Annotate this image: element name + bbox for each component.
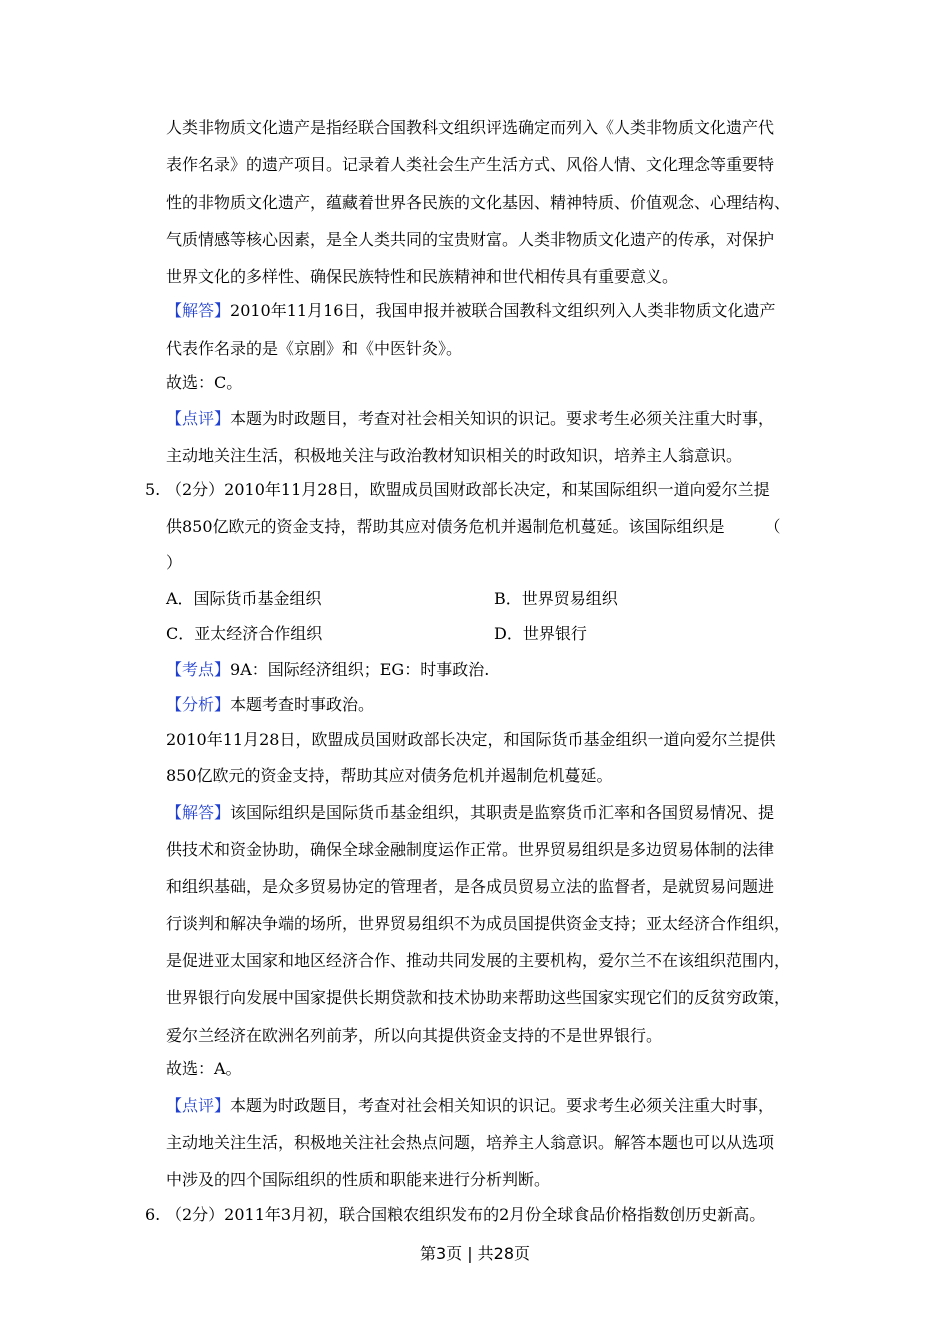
section-label: 【解答】 <box>166 301 231 320</box>
text-line <box>166 517 781 537</box>
line-text: 主动地关注生活，积极地关注社会热点问题，培养主人翁意识。解答本题也可以从选项 <box>166 1133 775 1152</box>
line-text: 代表作名录的是《京剧》和《中医针灸》。 <box>166 339 463 358</box>
line-text: 850亿欧元的资金支持，帮助其应对债务危机并遏制危机蔓延。 <box>166 766 613 785</box>
text-line <box>166 988 790 1008</box>
line-text: （2分）2011年3月初，联合国粮农组织发布的2月份全球食品价格指数创历史新高。 <box>166 1205 766 1224</box>
section-label: 【点评】 <box>166 1096 231 1115</box>
text-line <box>166 339 462 359</box>
text-line <box>166 301 775 321</box>
line-text: 表作名录》的遗产项目。记录着人类社会生产生活方式、风俗人情、文化理念等重要特 <box>166 155 775 174</box>
section-label: 【考点】 <box>166 660 231 679</box>
line-text: 行谈判和解决争端的场所，世界贸易组织不为成员国提供资金支持；亚太经济合作组织， <box>166 914 791 933</box>
line-text: 气质情感等核心因素，是全人类共同的宝贵财富。人类非物质文化遗产的传承，对保护 <box>166 230 775 249</box>
text-line <box>166 914 790 934</box>
line-text: 9A：国际经济组织；EG：时事政治. <box>230 660 490 679</box>
section-label: 【解答】 <box>166 803 231 822</box>
answer-option: A．国际货币基金组织 <box>166 589 322 608</box>
line-text: （2分）2010年11月28日，欧盟成员国财政部长决定，和某国际组织一道向爱尔兰提 <box>166 480 770 499</box>
text-line <box>166 1096 774 1116</box>
line-text: 爱尔兰经济在欧洲名列前茅，所以向其提供资金支持的不是世界银行。 <box>166 1026 663 1045</box>
text-line <box>166 446 742 466</box>
text-line <box>166 1170 550 1190</box>
line-text: 2010年11月16日，我国申报并被联合国教科文组织列入人类非物质文化遗产 <box>230 301 776 320</box>
line-text: 故选：A。 <box>166 1059 242 1078</box>
question-number: 6. <box>145 1205 161 1224</box>
line-text: 故选：C。 <box>166 373 243 392</box>
line-text: 供850亿欧元的资金支持，帮助其应对债务危机并遏制危机蔓延。该国际组织是 （ <box>166 517 781 536</box>
text-line <box>166 730 775 750</box>
line-text: 性的非物质文化遗产，蕴藏着世界各民族的文化基因、精神特质、价值观念、心理结构、 <box>166 193 791 212</box>
text-line <box>166 1205 765 1225</box>
answer-option: C．亚太经济合作组织 <box>166 624 323 643</box>
line-text: 本题考查时事政治。 <box>230 695 375 714</box>
text-line <box>166 409 774 429</box>
text-line <box>166 695 374 715</box>
text-line <box>166 877 774 897</box>
text-line <box>166 766 613 786</box>
line-text: 世界文化的多样性、确保民族特性和民族精神和世代相传具有重要意义。 <box>166 267 679 286</box>
text-line <box>166 840 774 860</box>
page-footer: 第3页 | 共28页 <box>419 1244 531 1263</box>
answer-option: B．世界贸易组织 <box>494 589 618 608</box>
line-text: 人类非物质文化遗产是指经联合国教科文组织评选确定而列入《人类非物质文化遗产代 <box>166 118 775 137</box>
line-text: 本题为时政题目，考查对社会相关知识的识记。要求考生必须关注重大时事， <box>230 409 775 428</box>
text-line <box>166 267 678 287</box>
line-text: 中涉及的四个国际组织的性质和职能来进行分析判断。 <box>166 1170 551 1189</box>
text-line <box>166 951 790 971</box>
text-line <box>166 480 770 500</box>
line-text: 和组织基础，是众多贸易协定的管理者，是各成员贸易立法的监督者，是就贸易问题进 <box>166 877 775 896</box>
line-text: 供技术和资金协助，确保全球金融制度运作正常。世界贸易组织是多边贸易体制的法律 <box>166 840 775 859</box>
text-line <box>166 155 774 175</box>
line-text: 世界银行向发展中国家提供长期贷款和技术协助来帮助这些国家实现它们的反贫穷政策， <box>166 988 791 1007</box>
line-text: 本题为时政题目，考查对社会相关知识的识记。要求考生必须关注重大时事， <box>230 1096 775 1115</box>
line-text: 该国际组织是国际货币基金组织，其职责是监察货币汇率和各国贸易情况、提 <box>230 803 775 822</box>
text-line <box>166 193 790 213</box>
text-line <box>166 118 774 138</box>
section-label: 【点评】 <box>166 409 231 428</box>
line-text: 2010年11月28日，欧盟成员国财政部长决定，和国际货币基金组织一道向爱尔兰提供 <box>166 730 776 749</box>
line-text: 主动地关注生活，积极地关注与政治教材知识相关的时政知识，培养主人翁意识。 <box>166 446 743 465</box>
line-text: 是促进亚太国家和地区经济合作、推动共同发展的主要机构，爱尔兰不在该组织范围内， <box>166 951 791 970</box>
question-number: 5. <box>145 480 161 499</box>
line-text: ） <box>166 553 183 572</box>
answer-option: D．世界银行 <box>494 624 587 643</box>
text-line <box>166 1059 242 1079</box>
text-line <box>166 1133 774 1153</box>
section-label: 【分析】 <box>166 695 231 714</box>
text-line <box>166 660 489 680</box>
text-line <box>166 803 774 823</box>
text-line <box>166 373 242 393</box>
text-line <box>166 230 774 250</box>
text-line <box>166 1026 662 1046</box>
text-line <box>166 553 182 573</box>
